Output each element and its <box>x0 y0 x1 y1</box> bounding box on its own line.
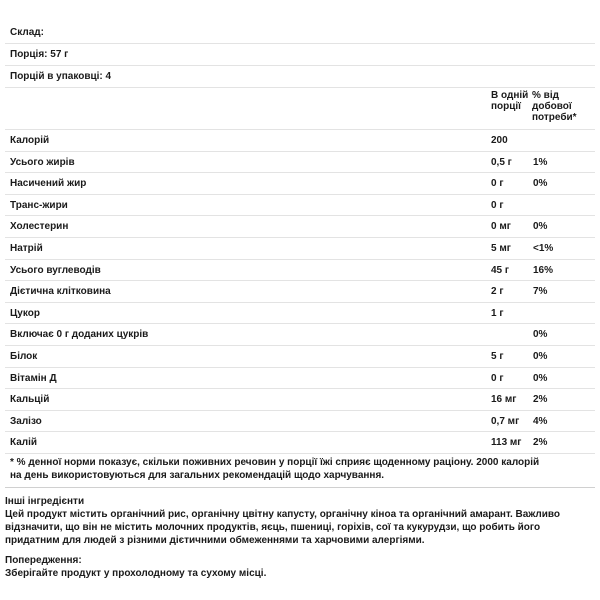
nutrient-daily-percent: 0% <box>533 372 548 384</box>
section-divider <box>5 487 595 488</box>
daily-value-footnote: * % денної норми показує, скільки поживних речовин у порції їжі сприяє щоденному раціону. 2000 калорій на день використовуються для загальних рекомендацій щодо харчування. <box>10 457 540 481</box>
nutrient-amount: 200 <box>491 135 508 146</box>
nutrient-name: Усього вуглеводів <box>10 264 101 276</box>
daily-value-header: % від добової потреби* <box>532 90 577 123</box>
nutrient-name: Білок <box>10 351 38 362</box>
nutrient-daily-percent: 1% <box>533 156 548 168</box>
nutrient-name: Дієтична клітковина <box>10 286 111 298</box>
nutrient-amount: 0,7 мг <box>491 415 520 427</box>
nutrient-amount: 2 г <box>491 286 504 298</box>
nutrient-name: Насичений жир <box>10 178 87 190</box>
table-row <box>5 281 595 303</box>
nutrient-name: Залізо <box>10 415 42 427</box>
other-ingredients-text: Цей продукт містить органічний рис, органічну цвітну капусту, органічну кіноа та органічний амарант. Важливо відзначити, що він не містить молочних продуктів, яєць, пшениці, горіхів, сої та кукурудзи, що робить його придатним для людей з різними дієтичними обмеженнями та харчовими алергіями. <box>5 509 561 546</box>
table-row <box>5 432 595 454</box>
table-row <box>5 238 595 260</box>
nutrient-amount: 0 мг <box>491 221 511 233</box>
nutrient-amount: 5 мг <box>491 243 511 254</box>
table-row <box>5 216 595 238</box>
nutrient-amount: 1 г <box>491 307 504 319</box>
nutrient-daily-percent: 0% <box>533 329 548 341</box>
nutrient-amount: 0,5 г <box>491 156 512 168</box>
table-row <box>5 130 595 152</box>
nutrient-name: Транс-жири <box>10 199 68 211</box>
warning-title: Попередження: <box>5 555 82 566</box>
table-row <box>5 411 595 433</box>
warning-text: Зберігайте продукт у прохолодному та сухому місці. <box>5 568 267 579</box>
other-ingredients-title: Інші інгредієнти <box>5 496 85 507</box>
nutrient-amount: 5 г <box>491 351 504 362</box>
nutrient-name: Натрій <box>10 243 43 254</box>
nutrient-amount: 0 г <box>491 199 504 211</box>
table-row <box>5 303 595 325</box>
table-row <box>5 324 595 346</box>
table-row <box>5 389 595 411</box>
table-row <box>5 260 595 282</box>
table-row <box>5 173 595 195</box>
nutrient-daily-percent: 2% <box>533 394 548 406</box>
nutrient-amount: 113 мг <box>491 437 522 449</box>
nutrient-name: Калій <box>10 437 38 449</box>
nutrient-amount: 0 г <box>491 178 504 190</box>
servings-per-pack: Порцій в упаковці: 4 <box>5 66 595 88</box>
table-row <box>5 346 595 368</box>
table-row <box>5 195 595 217</box>
table-row <box>5 368 595 390</box>
nutrient-name: Включає 0 г доданих цукрів <box>10 329 149 341</box>
serving-size: Порція: 57 г <box>5 44 595 66</box>
composition-label: Склад: <box>5 22 595 44</box>
per-serving-header: В одній порції <box>491 90 529 112</box>
nutrient-name: Кальцій <box>10 394 50 406</box>
nutrient-name: Вітамін Д <box>10 372 57 384</box>
nutrient-daily-percent: 16% <box>533 264 554 276</box>
nutrient-daily-percent: 2% <box>533 437 548 449</box>
nutrient-name: Холестерин <box>10 221 69 233</box>
nutrient-name: Цукор <box>10 307 40 319</box>
nutrient-name: Калорій <box>10 135 50 146</box>
nutrient-daily-percent: 4% <box>533 415 548 427</box>
nutrient-amount: 45 г <box>491 264 510 276</box>
nutrient-name: Усього жирів <box>10 156 75 168</box>
table-header <box>5 88 595 130</box>
nutrient-daily-percent: 0% <box>533 351 548 362</box>
nutrient-amount: 16 мг <box>491 394 517 406</box>
nutrient-daily-percent: 0% <box>533 221 548 233</box>
nutrient-daily-percent: 0% <box>533 178 548 190</box>
nutrient-daily-percent: 7% <box>533 286 548 298</box>
nutrient-daily-percent: <1% <box>533 243 554 254</box>
table-row <box>5 152 595 174</box>
nutrient-amount: 0 г <box>491 372 504 384</box>
